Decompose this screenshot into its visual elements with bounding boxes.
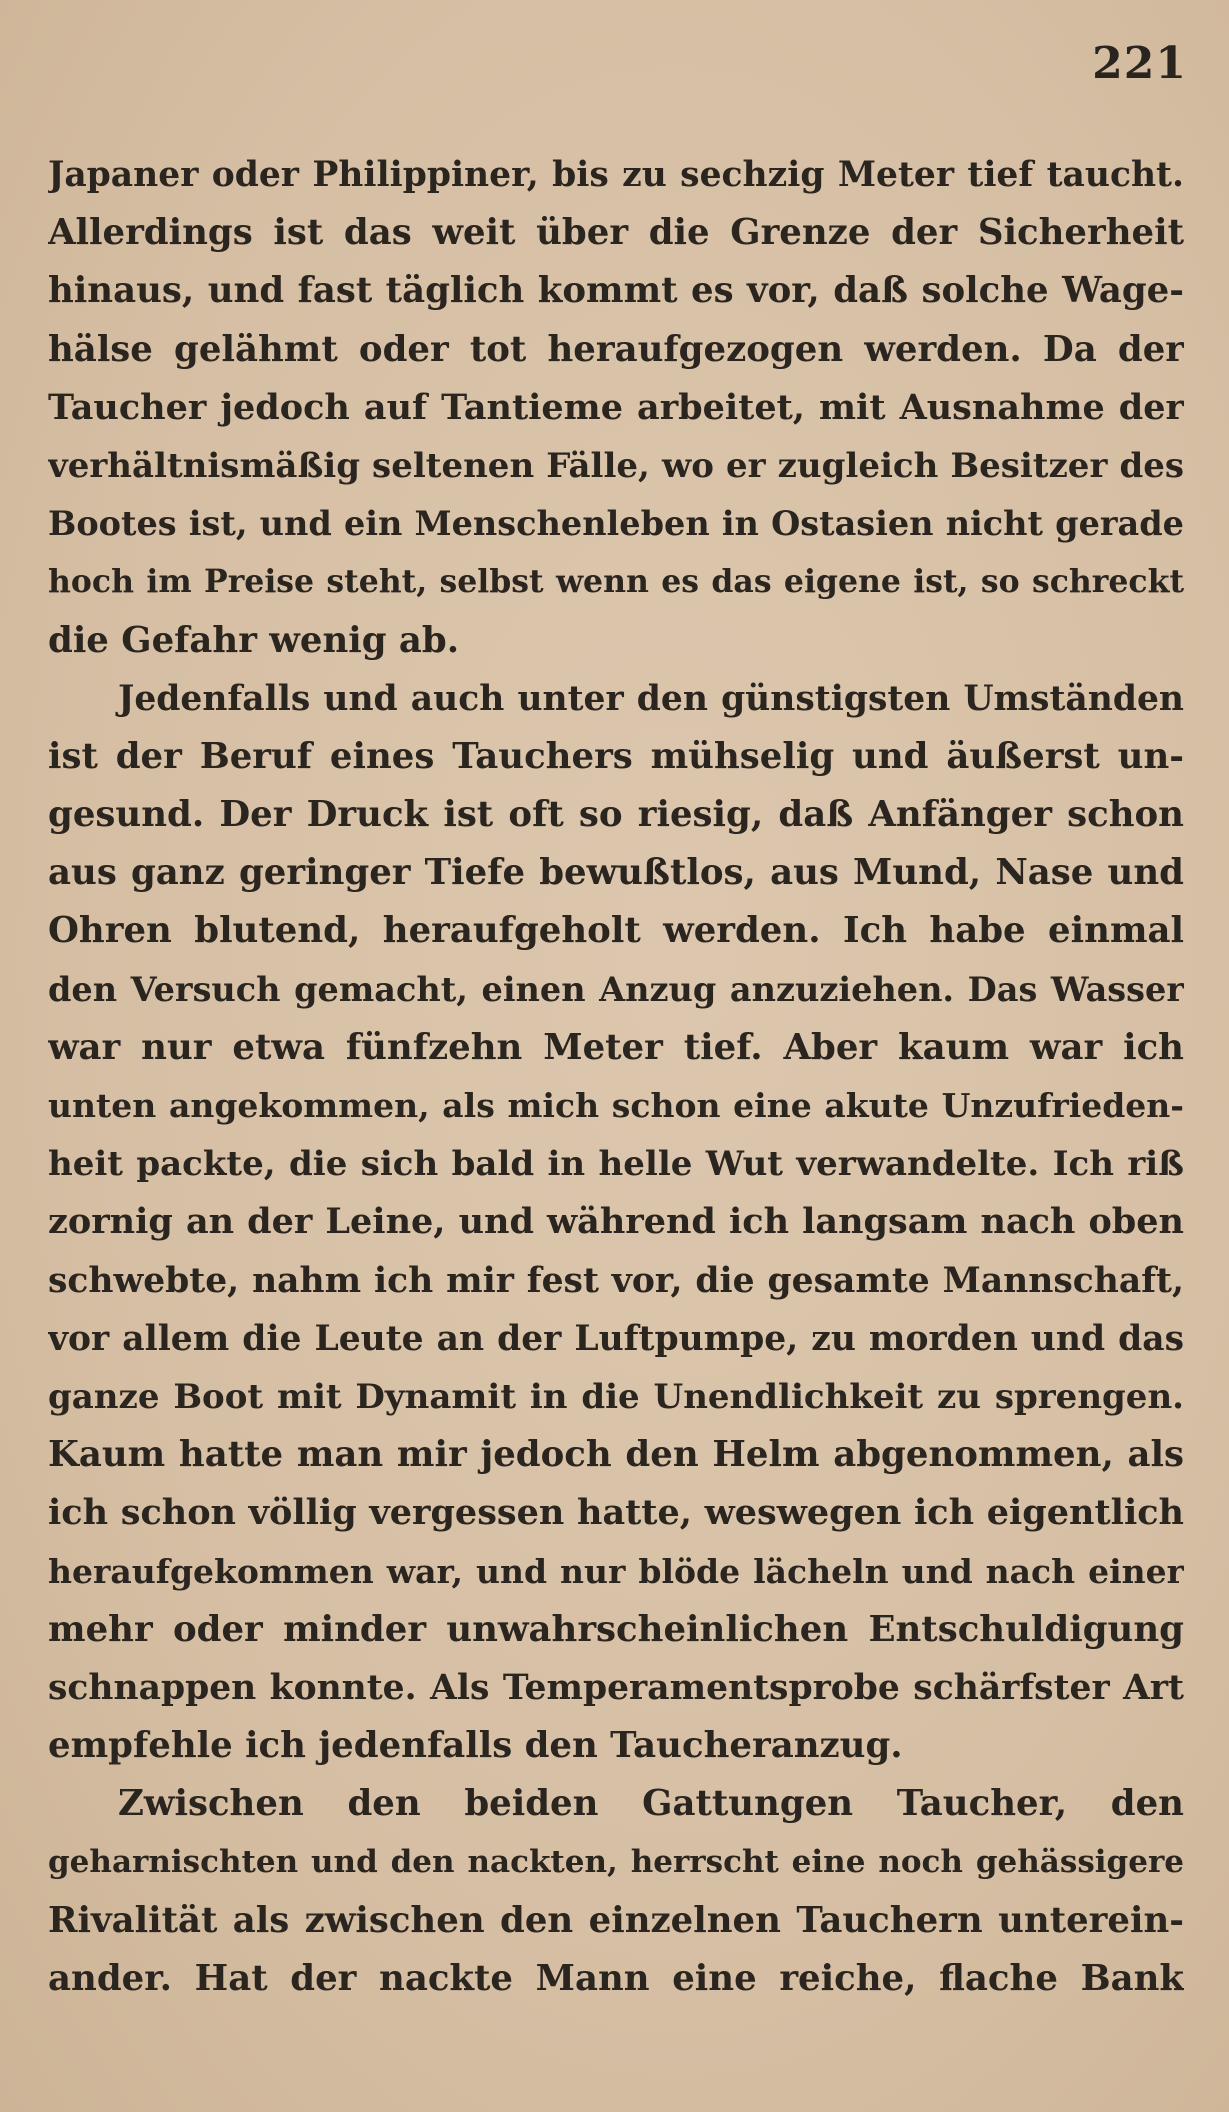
body-text xyxy=(48,146,1184,2008)
text-line: Allerdings ist das weit über die Grenze der Sicherheit xyxy=(48,212,1184,254)
text-line: zornig an der Leine, und während ich langsam nach oben xyxy=(48,1201,1184,1243)
text-line: ich schon völlig vergessen hatte, weswegen ich eigentlich xyxy=(48,1492,1184,1534)
page-number: 221 xyxy=(1092,38,1187,89)
text-line: ist der Beruf eines Tauchers mühselig und äußerst un- xyxy=(48,735,1184,777)
text-line: Zwischen den beiden Gattungen Taucher, den xyxy=(118,1783,1184,1825)
text-line: vor allem die Leute an der Luftpumpe, zu morden und das xyxy=(48,1318,1184,1359)
text-line: den Versuch gemacht, einen Anzug anzuziehen. Das Wasser xyxy=(48,969,1184,1009)
text-line: schwebte, nahm ich mir fest vor, die gesamte Mannschaft, xyxy=(48,1260,1184,1301)
text-line: schnappen konnte. Als Temperamentsprobe schärfster Art xyxy=(48,1667,1184,1708)
text-line: Jedenfalls und auch unter den günstigsten Umständen xyxy=(118,678,1184,719)
text-line: heraufgekommen war, und nur blöde lächeln und nach einer xyxy=(48,1551,1184,1591)
text-line: Rivalität als zwischen den einzelnen Tauchern unterein- xyxy=(48,1899,1184,1941)
text-line: Bootes ist, und ein Menschenleben in Ostasien nicht gerade xyxy=(48,504,1184,544)
text-line: heit packte, die sich bald in helle Wut verwandelte. Ich riß xyxy=(48,1144,1184,1185)
text-line: hinaus, und fast täglich kommt es vor, daß solche Wage- xyxy=(48,270,1184,312)
text-line: Japaner oder Philippiner, bis zu sechzig Meter tief taucht. xyxy=(48,155,1184,195)
text-line: Ohren blutend, heraufgeholt werden. Ich habe einmal xyxy=(48,910,1184,952)
text-line: mehr oder minder unwahrscheinlichen Entschuldigung xyxy=(48,1608,1184,1650)
text-line: empfehle ich jedenfalls den Taucheranzug. xyxy=(48,1725,903,1767)
text-line: hoch im Preise steht, selbst wenn es das eigene ist, so schreckt xyxy=(48,563,1184,601)
text-line: Taucher jedoch auf Tantieme arbeitet, mit Ausnahme der xyxy=(48,386,1184,428)
text-line: die Gefahr wenig ab. xyxy=(48,619,460,661)
text-line: unten angekommen, als mich schon eine akute Unzufrieden- xyxy=(48,1086,1184,1125)
text-line: hälse gelähmt oder tot heraufgezogen werden. Da der xyxy=(48,328,1184,370)
text-line: ganze Boot mit Dynamit in die Unendlichkeit zu sprengen. xyxy=(48,1376,1184,1417)
text-line: ander. Hat der nackte Mann eine reiche, flache Bank xyxy=(48,1957,1184,1999)
text-line: geharnischten und den nackten, herrscht eine noch gehässigere xyxy=(48,1844,1184,1881)
text-line: gesund. Der Druck ist oft so riesig, daß Anfänger schon xyxy=(48,794,1184,836)
text-line: Kaum hatte man mir jedoch den Helm abgenommen, als xyxy=(48,1434,1184,1476)
text-line: aus ganz geringer Tiefe bewußtlos, aus Mund, Nase und xyxy=(48,852,1184,894)
text-line: verhältnismäßig seltenen Fälle, wo er zugleich Besitzer des xyxy=(48,445,1184,486)
text-line: war nur etwa fünfzehn Meter tief. Aber kaum war ich xyxy=(48,1026,1184,1068)
